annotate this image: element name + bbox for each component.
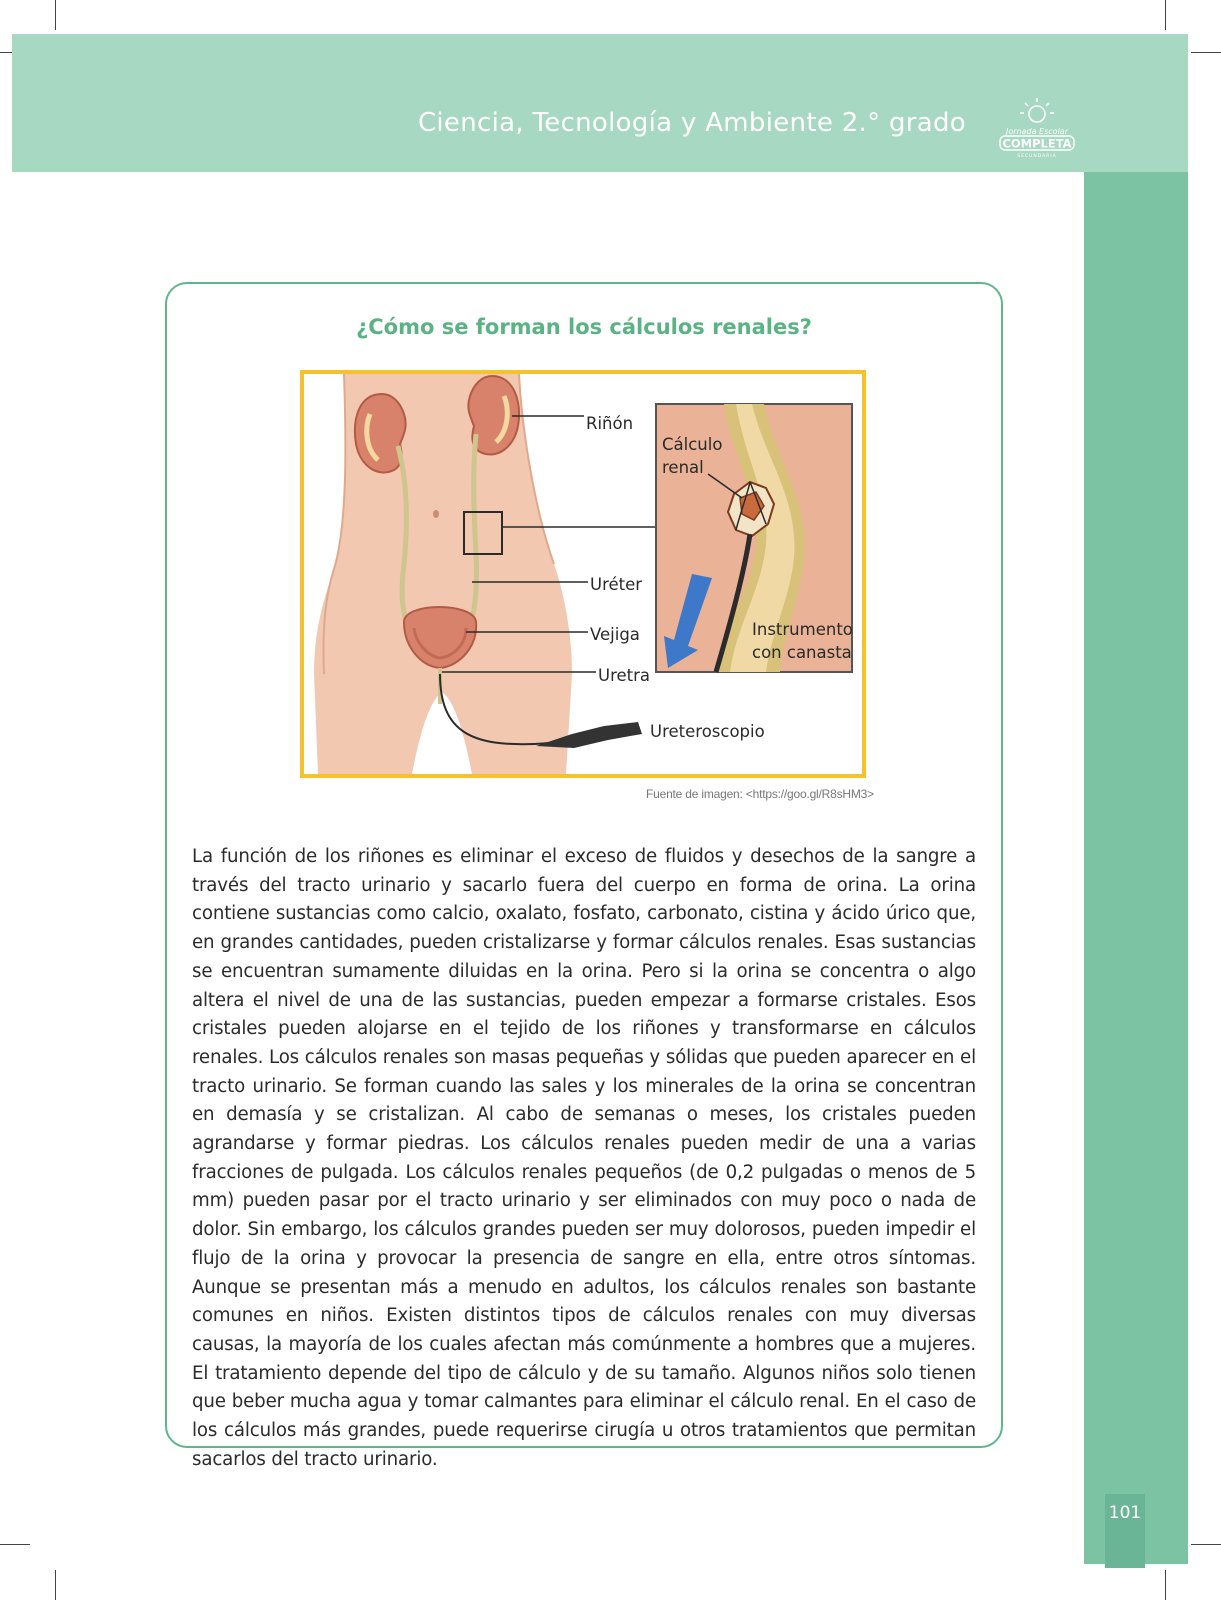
label-ureter: Uréter [590, 575, 643, 594]
sun-icon [1020, 98, 1054, 122]
svg-text:SECUNDARIA: SECUNDARIA [1017, 154, 1057, 159]
left-kidney [355, 394, 406, 472]
crop-mark [1165, 1570, 1166, 1600]
box-title: ¿Cómo se forman los cálculos renales? [356, 315, 812, 339]
label-instrumento-2: con canasta [752, 643, 852, 662]
page-number: 101 [1108, 1503, 1142, 1523]
header-title: Ciencia, Tecnología y Ambiente 2.° grado [417, 108, 966, 138]
label-rinon: Riñón [586, 414, 634, 433]
label-vejiga: Vejiga [590, 625, 640, 644]
label-calculo-1: Cálculo [662, 435, 723, 454]
label-calculo-2: renal [662, 458, 704, 477]
urinary-tract-illustration [304, 374, 862, 774]
torso-illustration [314, 374, 572, 774]
svg-text:COMPLETA: COMPLETA [1002, 136, 1072, 151]
label-uretra: Uretra [598, 666, 651, 685]
crop-mark [55, 0, 56, 30]
label-ureteroscopio: Ureteroscopio [650, 722, 765, 741]
crop-mark [1191, 1544, 1221, 1545]
crop-mark [1191, 52, 1221, 53]
label-instrumento-1: Instrumento [752, 620, 853, 639]
svg-text:Jornada Escolar: Jornada Escolar [1006, 127, 1068, 136]
crop-mark [1165, 0, 1166, 30]
jornada-escolar-completa-logo [996, 96, 1078, 160]
urinary-tract-figure [300, 370, 866, 778]
navel [433, 510, 439, 518]
side-bar [1084, 172, 1188, 1564]
crop-mark [55, 1570, 56, 1600]
body-paragraph: La función de los riñones es eliminar el exceso de fluidos y desechos de la sangre a través del tracto urinario y sacarlo fuera del cuerpo en forma de orina. La orina contiene sustancias como calcio, oxalato, fosfato, carbonato, cistina y ácido úrico que, en grandes cantidades, pueden cristalizarse y formar cálculos renales. Esas sustancias se encuentran sumamente diluidas en la orina. Pero si la orina se concentra o algo altera el nivel de una de las sustancias, pueden empezar a formarse cristales. Esos cristales pueden alojarse en el tejido de los riñones y transformarse en cálculos renales. Los cálculos renales son masas pequeñas y sólidas que pueden aparecer en el tracto urinario. Se forman cuando las sales y los minerales de la orina se concentran en demasía y se cristalizan. Al cabo de semanas o meses, los cristales pueden agrandarse y formar piedras. Los cálculos renales pueden medir de una a varias fracciones de pulgada. Los cálculos renales pequeños (de 0,2 pulgadas o menos de 5 mm) pueden pasar por el tracto urinario y ser eliminados con muy poco o nada de dolor. Sin embargo, los cálculos grandes pueden ser muy dolorosos, pueden impedir el flujo de la orina y provocar la presencia de sangre en ella, entre otros síntomas. Aunque se presentan más a menudo en adultos, los cálculos renales son bastante comunes en niños. Existen distintos tipos de cálculos renales con muy diversas causas, la mayoría de los cuales afectan más comúnmente a hombres que a mujeres. El tratamiento depende del tipo de cálculo y de su tamaño. Algunos niños solo tienen que beber mucha agua y tomar calmantes para eliminar el cálculo renal. En el caso de los cálculos más grandes, puede requerirse cirugía u otros tratamientos que permitan sacarlos del tracto urinario. [192, 846, 976, 1470]
crop-mark [0, 1544, 30, 1545]
figure-caption: Fuente de imagen: <https://goo.gl/R8sHM3> [646, 787, 874, 801]
